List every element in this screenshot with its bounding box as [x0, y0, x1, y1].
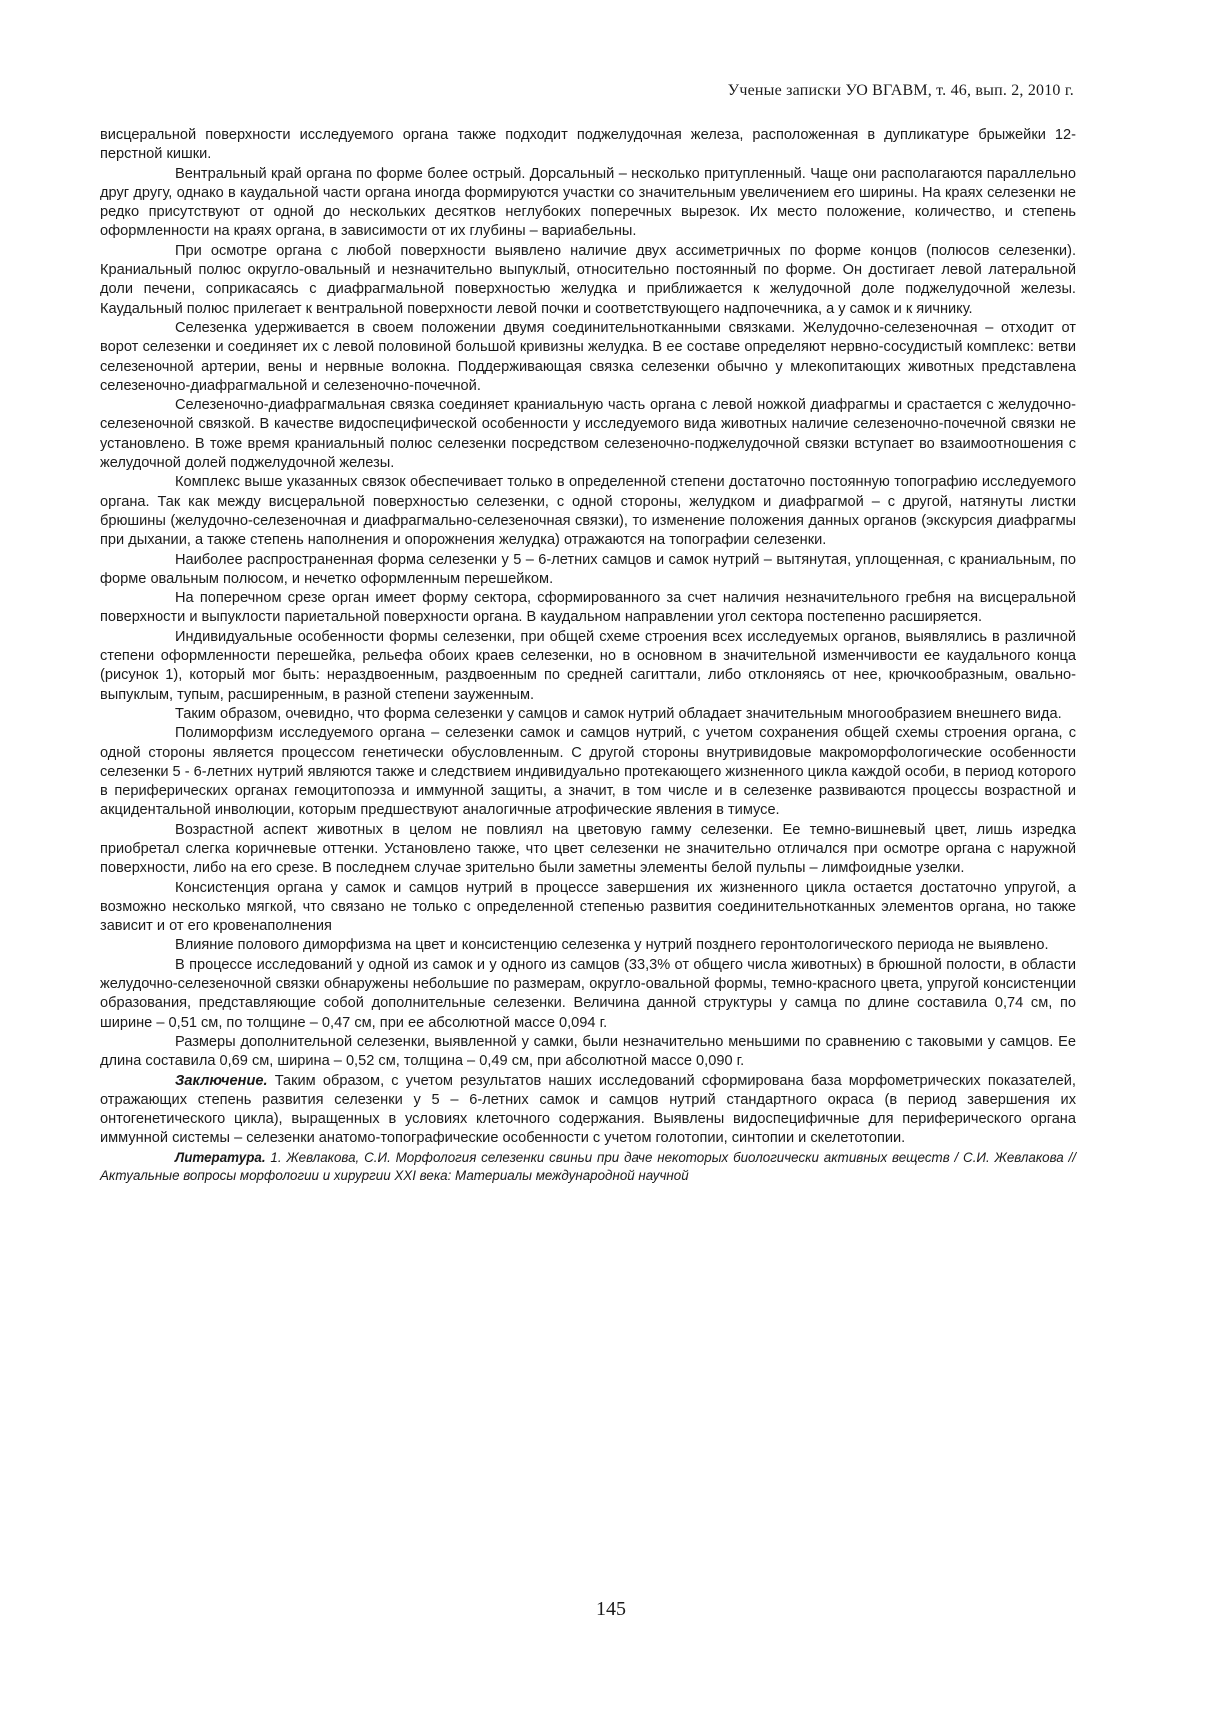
paragraph-2: Вентральный край органа по форме более острый. Дорсальный – несколько притупленный. Чаще они располагаются параллельно друг другу, однако в каудальной части органа иногда формируются участки со значительным увеличением его ширины. На краях селезенки не редко присутствуют от одной до нескольких десятков неглубоких поперечных вырезок. Их место положение, количество, и степень оформленности на краях органа, в зависимости от их глубины – вариабельны. [100, 165, 1076, 240]
paragraph-4: Селезенка удерживается в своем положении двумя соединительнотканными связками. Желудочно-селезеночная – отходит от ворот селезенки и соединяет их с левой половиной большой кривизны желудка. В ее составе определяют нервно-сосудистый комплекс: ветви селезеночной артерии, вены и нервные волокна. Поддерживающая связка селезенки обычно у млекопитающих животных представлена селезеночно-диафрагмальной и селезеночно-почечной. [100, 319, 1076, 394]
journal-header: Ученые записки УО ВГАВМ, т. 46, вып. 2, 2010 г. [727, 82, 1074, 99]
article-body [100, 126, 1076, 1185]
references-title: Литература. [175, 1149, 266, 1165]
paragraph-11: Полиморфизм исследуемого органа – селезенки самок и самцов нутрий, с учетом сохранения общей схемы строения органа, с одной стороны является процессом генетически обусловленным. С другой стороны внутривидовые макроморфологические особенности селезенки 5 - 6-летних нутрий являются также и следствием индивидуально протекающего жизненного цикла каждой особи, в период которого в периферических органах гемоцитопоэза и иммунной защиты, а значит, в том числе и в селезенке развиваются процессы возрастной и акцидентальной инволюции, которым предшествуют аналогичные атрофические явления в тимусе. [100, 725, 1076, 819]
paragraph-3: При осмотре органа с любой поверхности выявлено наличие двух ассиметричных по форме концов (полюсов селезенки). Краниальный полюс округло-овальный и незначительно выпуклый, относительно постоянный по форме. Он достигает левой латеральной доли печени, соприкасаясь с диафрагмальной поверхностью желудка и приближается к желудочной доле поджелудочной железы. Каудальный полюс прилегает к вентральной поверхности левой почки и соответствующего надпочечника, а у самок и к яичнику. [100, 242, 1076, 317]
page-number: 145 [596, 1598, 626, 1620]
paragraph-6: Комплекс выше указанных связок обеспечивает только в определенной степени достаточно постоянную топографию исследуемого органа. Так как между висцеральной поверхностью селезенки, с одной стороны, желудком и диафрагмой – с другой, натянуты листки брюшины (желудочно-селезеночная и диафрагмально-селезеночная связки), то изменение положения данных органов (экскурсия диафрагмы при дыхании, а также степень наполнения и опорожнения желудка) отражаются на топографии селезенки. [100, 474, 1076, 549]
paragraph-16: Размеры дополнительной селезенки, выявленной у самки, были незначительно меньшими по сравнению с таковыми у самцов. Ее длина составила 0,69 см, ширина – 0,52 см, толщина – 0,49 см, при абсолютной массе 0,090 г. [100, 1033, 1076, 1070]
conclusion-paragraph [100, 1072, 1076, 1149]
paragraph-14: Влияние полового диморфизма на цвет и консистенцию селезенка у нутрий позднего геронтологического периода не выявлено. [175, 937, 1049, 954]
paragraph-15: В процессе исследований у одной из самок и у одного из самцов (33,3% от общего числа животных) в брюшной полости, в области желудочно-селезеночной связки обнаружены небольшие по размерам, округло-овальной формы, темно-красного цвета, упругой консистенции образования, представляющие собой дополнительные селезенки. Величина данной структуры у самца по длине составила 0,74 см, по ширине – 0,51 см, по толщине – 0,47 см, при ее абсолютной массе 0,094 г. [100, 956, 1076, 1031]
paragraph-9: Индивидуальные особенности формы селезенки, при общей схеме строения всех исследуемых органов, выявлялись в различной степени оформленности перешейка, рельефа обоих краев селезенки, но в основном в значительной изменчивости ее каудального конца (рисунок 1), который мог быть: нераздвоенным, раздвоенным по средней сагиттали, либо отклоняясь от нее, крючкообразным, овально-выпуклым, тупым, расширенным, в разной степени зауженным. [100, 628, 1076, 703]
paragraph-13: Консистенция органа у самок и самцов нутрий в процессе завершения их жизненного цикла остается достаточно упругой, а возможно несколько мягкой, что связано не только с определенной степенью развития соединительнотканных элементов органа, но также зависит и от его кровенаполнения [100, 879, 1076, 935]
paragraph-10: Таким образом, очевидно, что форма селезенки у самцов и самок нутрий обладает значительным многообразием внешнего вида. [175, 705, 1062, 722]
paragraph-1: висцеральной поверхности исследуемого органа также подходит поджелудочная железа, расположенная в дупликатуре брыжейки 12-перстной кишки. [100, 127, 1076, 163]
references-text: 1. Жевлакова, С.И. Морфология селезенки свиньи при даче некоторых биологически активных веществ / С.И. Жевлакова // Актуальные вопросы морфологии и хирургии XXI века: Материалы международной научной [100, 1149, 1076, 1183]
conclusion-text: Таким образом, с учетом результатов наших исследований сформирована база морфометрических показателей, отражающих степень развития селезенки у 5 – 6-летних самок и самцов нутрий стандартного окраса (в период завершения их онтогенетического цикла), выращенных в условиях клеточного содержания. Выявлены видоспецифичные для периферического органа иммунной системы – селезенки анатомо-топографические особенности с учетом голотопии, синтопии и скелетотопии. [100, 1072, 1076, 1147]
paragraph-5: Селезеночно-диафрагмальная связка соединяет краниальную часть органа с левой ножкой диафрагмы и срастается с желудочно-селезеночной связкой. В качестве видоспецифической особенности у исследуемого вида животных наличие селезеночно-почечной связки не установлено. В тоже время краниальный полюс селезенки посредством селезеночно-поджелудочной связки вступает во взаимоотношения с желудочной долей поджелудочной железы. [100, 397, 1076, 472]
paragraph-8: На поперечном срезе орган имеет форму сектора, сформированного за счет наличия незначительного гребня на висцеральной поверхности и выпуклости париетальной поверхности органа. В каудальном направлении угол сектора постепенно расширяется. [100, 590, 1076, 626]
references-paragraph [100, 1149, 1076, 1185]
paragraph-12: Возрастной аспект животных в целом не повлиял на цветовую гамму селезенки. Ее темно-вишневый цвет, лишь изредка приобретал слегка коричневые оттенки. Установлено также, что цвет селезенки не значительно отличался при осмотре органа с наружной поверхности, либо на его срезе. В последнем случае зрительно были заметны элементы белой пульпы – лимфоидные узелки. [100, 821, 1076, 877]
conclusion-title: Заключение. [175, 1072, 268, 1089]
paragraph-7: Наиболее распространенная форма селезенки у 5 – 6-летних самцов и самок нутрий – вытянутая, уплощенная, с краниальным, по форме овальным полюсом, и нечетко оформленным перешейком. [100, 551, 1076, 587]
